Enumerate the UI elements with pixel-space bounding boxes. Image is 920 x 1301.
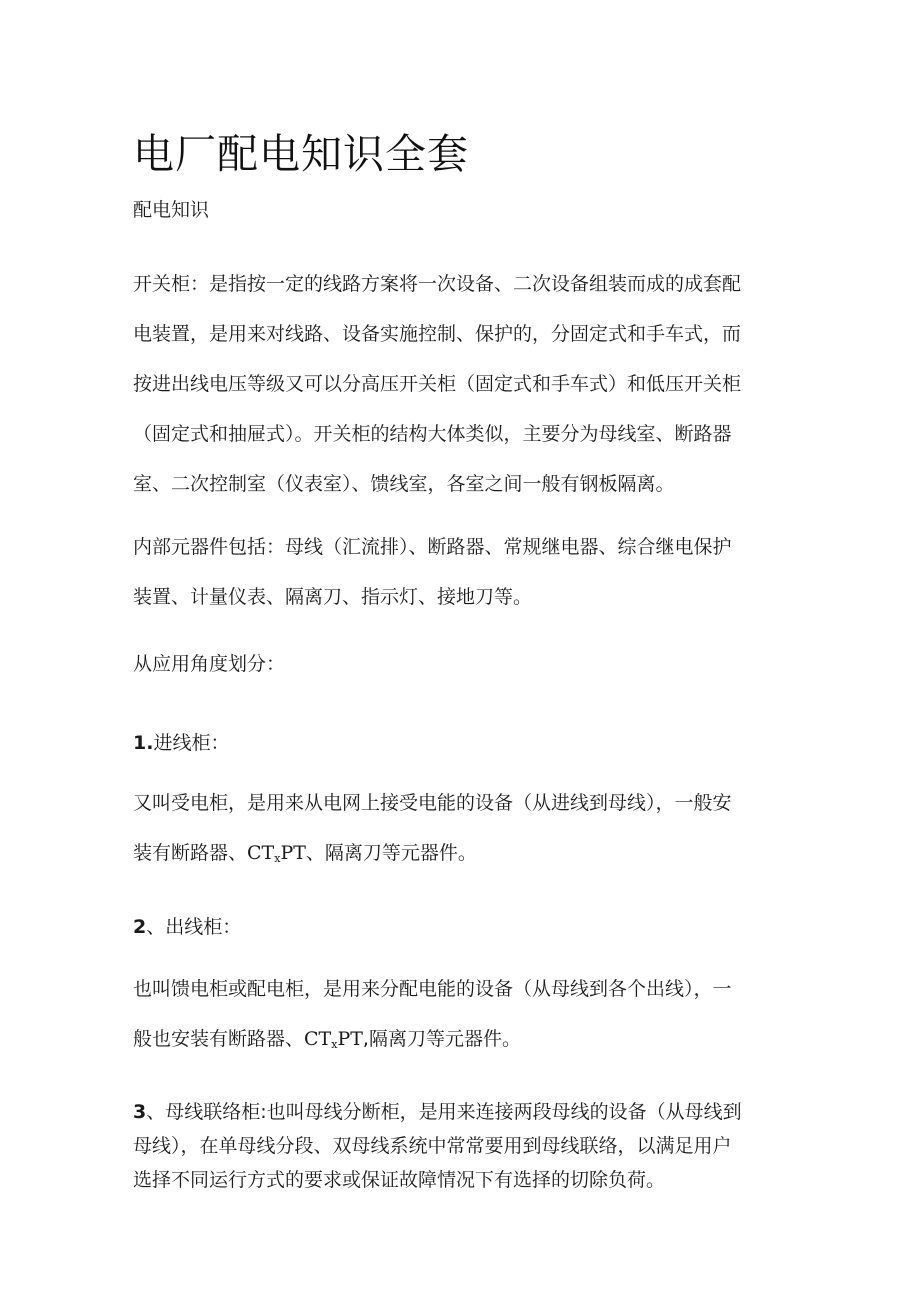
pt-abbrev: PT — [280, 842, 306, 864]
section-label: 、出线柜： — [146, 916, 242, 938]
paragraph-internal-components — [133, 522, 783, 622]
paragraph-outgoing-cabinet — [133, 964, 783, 1070]
text-line — [133, 1014, 783, 1070]
text-line: 也叫馈电柜或配电柜，是用来分配电能的设备（从母线到各个出线），一 — [133, 978, 732, 1000]
section-heading-incoming-cabinet — [133, 718, 783, 768]
text-fragment: 般也安装有断路器、 — [133, 1028, 305, 1050]
section-label: 进线柜： — [153, 732, 230, 754]
text-line: 装置、计量仪表、隔离刀、指示灯、接地刀等。 — [133, 586, 533, 608]
section-number: 2 — [133, 916, 147, 938]
paragraph-bus-tie-cabinet — [133, 1095, 783, 1197]
page-title: 电厂配电知识全套 — [133, 130, 469, 178]
paragraph-classification-intro — [133, 639, 783, 689]
text-line: 母线），在单母线分段、双母线系统中常常要用到母线联络，以满足用户 — [133, 1135, 732, 1157]
text-line — [133, 828, 783, 884]
ct-abbrev: CT — [247, 842, 275, 864]
section-heading-outgoing-cabinet — [133, 902, 783, 952]
text-line: 按进出线电压等级又可以分高压开关柜（固定式和手车式）和低压开关柜 — [133, 373, 742, 395]
section-number: 3 — [133, 1101, 147, 1123]
text-fragment: 装有断路器、 — [133, 842, 248, 864]
ct-abbrev: CT — [304, 1028, 332, 1050]
text-fragment: ,隔离刀等元器件。 — [362, 1028, 521, 1050]
text-line: 室、二次控制室（仪表室）、馈线室，各室之间一般有钢板隔离。 — [133, 473, 675, 495]
paragraph-incoming-cabinet — [133, 778, 783, 884]
ct-subscript: x — [274, 852, 281, 865]
text-fragment: 、隔离刀等元器件。 — [305, 842, 477, 864]
text-line: 选择不同运行方式的要求或保证故障情况下有选择的切除负荷。 — [133, 1169, 666, 1191]
text-line: 电装置，是用来对线路、设备实施控制、保护的，分固定式和手车式，而 — [133, 323, 742, 345]
page-subtitle: 配电知识 — [133, 199, 210, 221]
ct-subscript: x — [331, 1038, 338, 1051]
text-fragment: 、母线联络柜:也叫母线分断柜，是用来连接两段母线的设备（从母线到 — [146, 1101, 742, 1123]
text-line: 内部元器件包括：母线（汇流排）、断路器、常规继电器、综合继电保护 — [133, 536, 732, 558]
text-line: 又叫受电柜，是用来从电网上接受电能的设备（从进线到母线），一般安 — [133, 792, 732, 814]
text-line: 开关柜：是指按一定的线路方案将一次设备、二次设备组装而成的成套配 — [133, 273, 742, 295]
text-line: （固定式和抽屉式）。开关柜的结构大体类似，主要分为母线室、断路器 — [133, 423, 732, 445]
pt-abbrev: PT — [337, 1028, 363, 1050]
text-line: 从应用角度划分： — [133, 653, 286, 675]
paragraph-switchgear-definition — [133, 259, 783, 509]
section-number: 1. — [133, 732, 154, 754]
